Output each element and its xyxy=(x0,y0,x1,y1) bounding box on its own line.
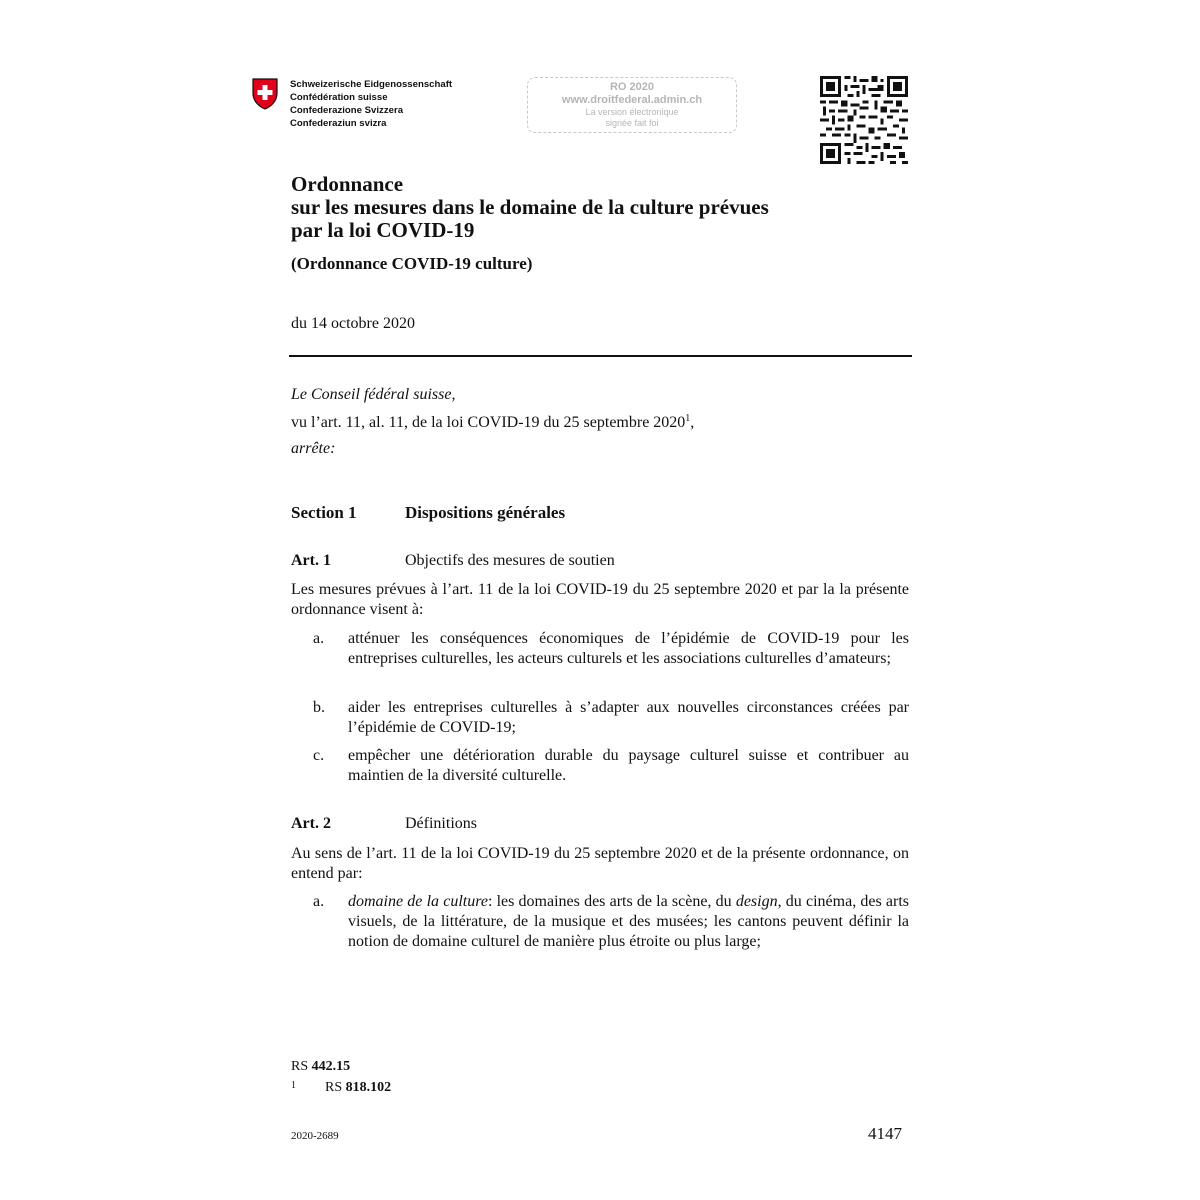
title-line-2: sur les mesures dans le domaine de la culture prévues xyxy=(291,195,769,219)
article-2-number: Art. 2 xyxy=(291,815,331,832)
title-line-3: par la loi COVID-19 xyxy=(291,218,475,242)
qr-code-icon xyxy=(820,76,908,164)
stamp-note-1: La version électronique xyxy=(585,107,679,117)
article-2-item-a xyxy=(313,892,909,952)
stamp-note-2: signée fait foi xyxy=(605,118,659,128)
ordinance-title xyxy=(291,173,769,242)
page-number: 4147 xyxy=(868,1124,902,1143)
article-2-heading xyxy=(291,815,477,833)
ordinance-date: du 14 octobre 2020 xyxy=(291,315,415,332)
item-text: atténuer les conséquences économiques de l’épidémie de COVID-19 pour les entreprises culturelles, les acteurs culturels et les associations culturelles d’amateurs; xyxy=(348,630,909,667)
preamble-authority: Le Conseil fédéral suisse, xyxy=(291,386,456,403)
item-label: c. xyxy=(313,747,325,764)
preamble-basis xyxy=(291,413,694,432)
article-1-item-a xyxy=(313,629,909,669)
stamp-url: www.droitfederal.admin.ch xyxy=(561,94,703,106)
rs-reference xyxy=(291,1059,350,1075)
item-text-part: , du cinéma, des arts visuels, de la littérature, de la musique et des musées; les cantons peuvent définir la notion de domaine culturel de manière plus étroite ou plus large; xyxy=(348,893,909,950)
term-design: design xyxy=(735,893,778,910)
article-1-number: Art. 1 xyxy=(291,552,331,569)
confederation-name-de: Schweizerische Eidgenossenschaft xyxy=(290,79,453,90)
item-text xyxy=(348,892,909,952)
item-text: aider les entreprises culturelles à s’adapter aux nouvelles circonstances créées par l’épidémie de COVID-19; xyxy=(348,699,909,736)
footnote-ref: 818.102 xyxy=(345,1080,392,1095)
item-label: a. xyxy=(313,893,325,910)
footnote-number: 1 xyxy=(291,1080,296,1091)
article-2-intro: Au sens de l’art. 11 de la loi COVID-19 du 25 septembre 2020 et de la présente ordonnance, on entend par: xyxy=(291,845,909,882)
item-label: a. xyxy=(313,630,325,647)
footnote-prefix: RS xyxy=(325,1080,346,1095)
item-label: b. xyxy=(313,699,325,716)
item-text: empêcher une détérioration durable du paysage culturel suisse et contribuer au maintien de la diversité culturelle. xyxy=(348,747,909,784)
confederation-name-fr: Confédération suisse xyxy=(290,92,388,103)
section-title: Dispositions générales xyxy=(405,503,566,522)
confederation-name-rm: Confederaziun svizra xyxy=(290,118,387,129)
swiss-coat-of-arms-icon xyxy=(252,78,278,110)
confederation-names xyxy=(290,78,452,130)
footnote-1 xyxy=(291,1080,392,1098)
section-number: Section 1 xyxy=(291,503,357,522)
article-1-intro: Les mesures prévues à l’art. 11 de la loi COVID-19 du 25 septembre 2020 et par la la présente ordonnance visent à: xyxy=(291,581,909,618)
document-number: 2020-2689 xyxy=(291,1130,339,1142)
article-1-heading xyxy=(291,552,615,570)
section-1-heading xyxy=(291,503,566,523)
preamble-basis-end: , xyxy=(690,414,695,431)
title-divider xyxy=(289,355,912,357)
short-title: (Ordonnance COVID-19 culture) xyxy=(291,254,533,273)
confederation-name-it: Confederazione Svizzera xyxy=(290,105,404,116)
article-1-item-c xyxy=(313,746,909,786)
item-text-part: : les domaines des arts de la scène, du xyxy=(487,893,736,910)
preamble-basis-text: vu l’art. 11, al. 11, de la loi COVID-19 du 25 septembre 2020 xyxy=(291,414,686,431)
title-line-1: Ordonnance xyxy=(291,172,404,196)
rs-number: 442.15 xyxy=(311,1059,351,1074)
footnote-ref-1[interactable]: 1 xyxy=(685,413,691,424)
article-1-item-b xyxy=(313,698,909,738)
article-1-title: Objectifs des mesures de soutien xyxy=(405,552,615,569)
stamp-ro: RO 2020 xyxy=(609,81,655,93)
preamble-decree: arrête: xyxy=(291,440,336,457)
rs-prefix: RS xyxy=(291,1059,312,1074)
official-publication-stamp xyxy=(527,77,737,133)
article-2-title: Définitions xyxy=(405,815,477,832)
term-culture-domain: domaine de la culture xyxy=(348,893,488,910)
